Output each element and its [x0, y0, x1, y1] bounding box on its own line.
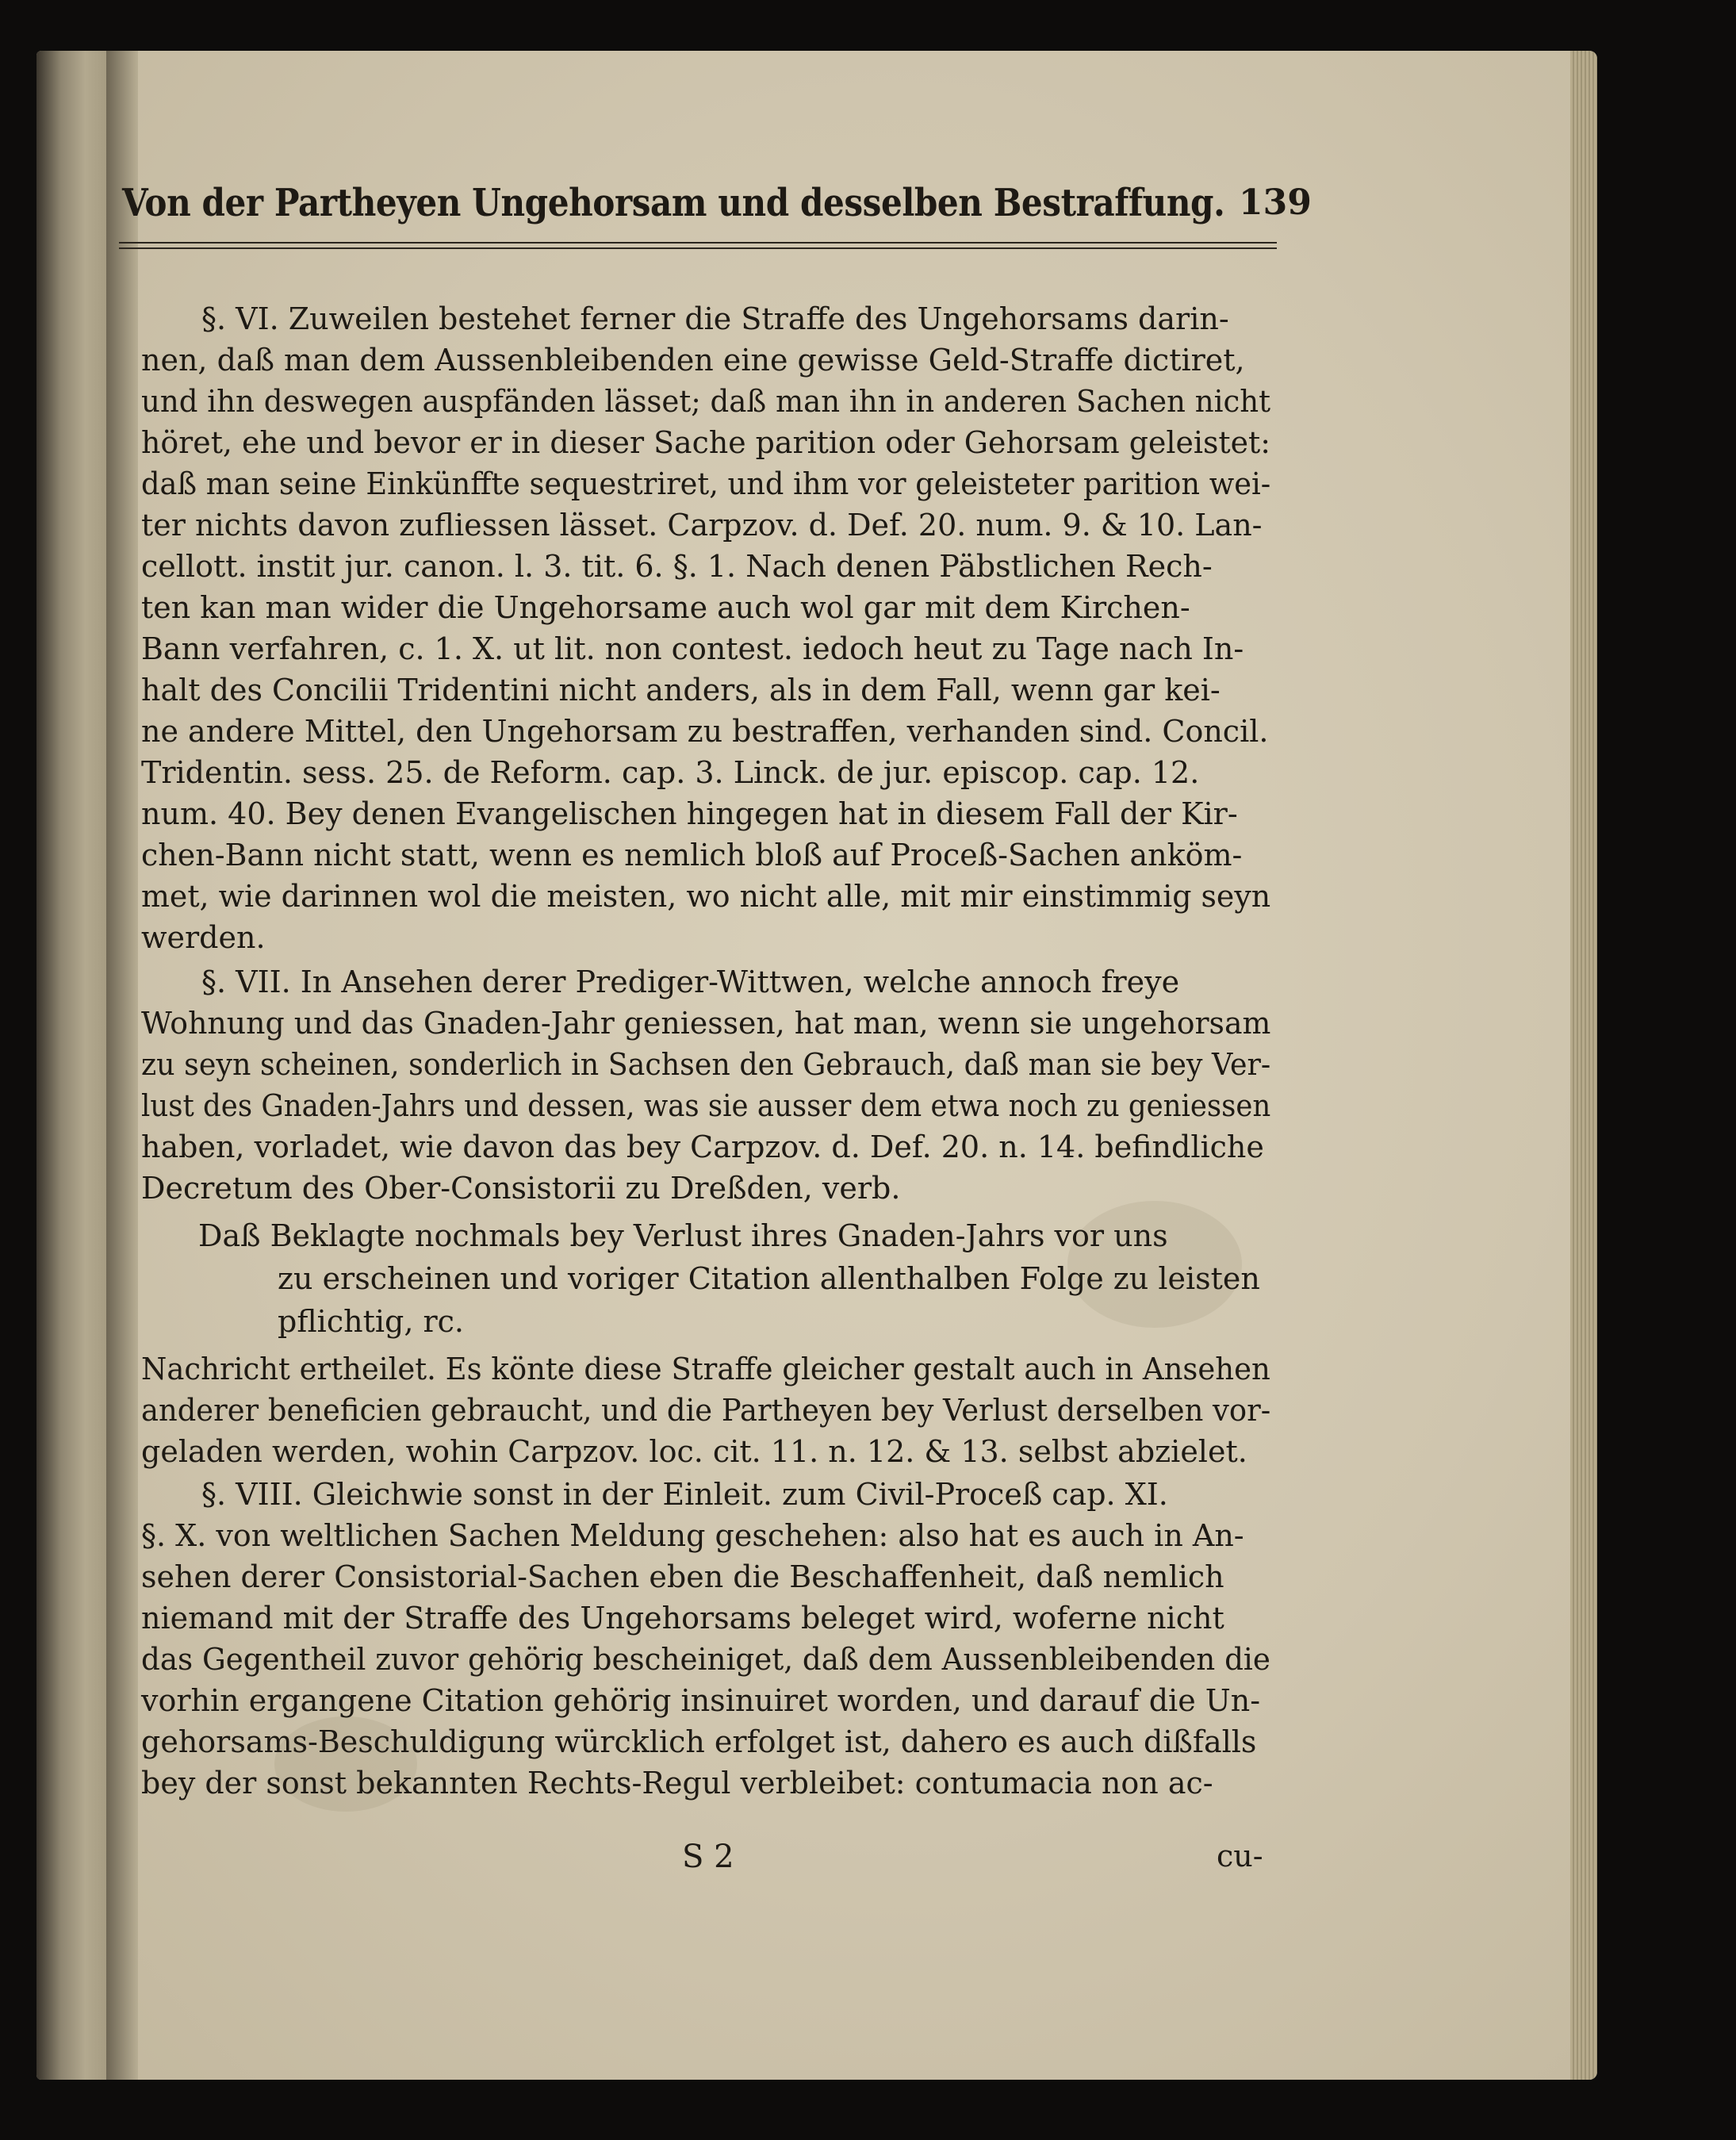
text-line: anderer beneficien gebraucht, und die Partheyen bey Verlust derselben vor- — [141, 1393, 1271, 1428]
text-line: vorhin ergangene Citation gehörig insinuiret worden, und darauf die Un- — [141, 1683, 1261, 1718]
text-line: höret, ehe und bevor er in dieser Sache parition oder Gehorsam geleistet: — [141, 425, 1271, 460]
text-line: niemand mit der Straffe des Ungehorsams beleget wird, woferne nicht — [141, 1601, 1224, 1636]
signature-mark: S 2 — [682, 1839, 734, 1875]
text-line: bey der sonst bekannten Rechts-Regul verbleibet: contumacia non ac- — [141, 1766, 1213, 1801]
text-line: daß man seine Einkünffte sequestriret, und ihm vor geleisteter parition wei- — [141, 466, 1271, 501]
text-line: sehen derer Consistorial-Sachen eben die Beschaffenheit, daß nemlich — [141, 1559, 1224, 1594]
text-line: met, wie darinnen wol die meisten, wo nicht alle, mit mir einstimmig seyn — [141, 879, 1271, 914]
text-line: lust des Gnaden-Jahrs und dessen, was sie ausser dem etwa noch zu geniessen — [141, 1088, 1271, 1123]
book-gutter — [106, 51, 138, 2080]
text-line: ter nichts davon zufliessen lässet. Carpzov. d. Def. 20. num. 9. & 10. Lan- — [141, 508, 1263, 543]
text-line: ten kan man wider die Ungehorsame auch wol gar mit dem Kirchen- — [141, 590, 1190, 625]
text-line: das Gegentheil zuvor gehörig bescheiniget, daß dem Aussenbleibenden die — [141, 1642, 1270, 1677]
text-line: cellott. instit jur. canon. l. 3. tit. 6. §. 1. Nach denen Päbstlichen Rech- — [141, 549, 1213, 584]
page-number: 139 — [1239, 182, 1312, 223]
text-line: num. 40. Bey denen Evangelischen hingegen hat in diesem Fall der Kir- — [141, 796, 1238, 831]
text-line: werden. — [141, 920, 266, 955]
running-head: Von der Partheyen Ungehorsam und desselben Bestraffung. — [122, 181, 1225, 225]
text-line: gehorsams-Beschuldigung würcklich erfolget ist, dahero es auch dißfalls — [141, 1724, 1257, 1759]
catchword: cu- — [1217, 1839, 1263, 1873]
text-line: chen-Bann nicht statt, wenn es nemlich bloß auf Proceß-Sachen anköm- — [141, 838, 1243, 872]
text-line: §. X. von weltlichen Sachen Meldung geschehen: also hat es auch in An- — [141, 1518, 1244, 1553]
quote-line: zu erscheinen und voriger Citation allenthalben Folge zu leisten — [278, 1261, 1260, 1296]
left-page-edge — [36, 51, 106, 2080]
text-line: geladen werden, wohin Carpzov. loc. cit. 11. n. 12. & 13. selbst abzielet. — [141, 1434, 1247, 1469]
text-line: Wohnung und das Gnaden-Jahr geniessen, hat man, wenn sie ungehorsam — [141, 1006, 1271, 1041]
text-line: nen, daß man dem Aussenbleibenden eine gewisse Geld-Straffe dictiret, — [141, 343, 1245, 378]
text-line: und ihn deswegen auspfänden lässet; daß man ihn in anderen Sachen nicht — [141, 384, 1271, 419]
text-line: Tridentin. sess. 25. de Reform. cap. 3. Linck. de jur. episcop. cap. 12. — [141, 755, 1200, 790]
text-line: Nachricht ertheilet. Es könte diese Straffe gleicher gestalt auch in Ansehen — [141, 1352, 1270, 1386]
text-line: Decretum des Ober-Consistorii zu Dreßden, verb. — [141, 1171, 901, 1206]
quote-line: pflichtig, rc. — [278, 1304, 465, 1339]
quote-line: Daß Beklagte nochmals bey Verlust ihres Gnaden-Jahrs vor uns — [198, 1218, 1168, 1253]
text-line: haben, vorladet, wie davon das bey Carpzov. d. Def. 20. n. 14. befindliche — [141, 1129, 1264, 1164]
text-line: ne andere Mittel, den Ungehorsam zu bestraffen, verhanden sind. Concil. — [141, 714, 1269, 749]
text-line: §. VIII. Gleichwie sonst in der Einleit. zum Civil-Proceß cap. XI. — [201, 1477, 1168, 1512]
text-line: halt des Concilii Tridentini nicht anders, als in dem Fall, wenn gar kei- — [141, 673, 1221, 708]
page-edge-stack — [1570, 51, 1597, 2080]
text-line: §. VII. In Ansehen derer Prediger-Wittwen, welche annoch freye — [201, 965, 1180, 999]
text-line: Bann verfahren, c. 1. X. ut lit. non contest. iedoch heut zu Tage nach In- — [141, 631, 1244, 666]
text-line: zu seyn scheinen, sonderlich in Sachsen den Gebrauch, daß man sie bey Ver- — [141, 1047, 1271, 1082]
text-line: §. VI. Zuweilen bestehet ferner die Straffe des Ungehorsams darin- — [201, 301, 1229, 336]
header-rule — [119, 242, 1277, 249]
